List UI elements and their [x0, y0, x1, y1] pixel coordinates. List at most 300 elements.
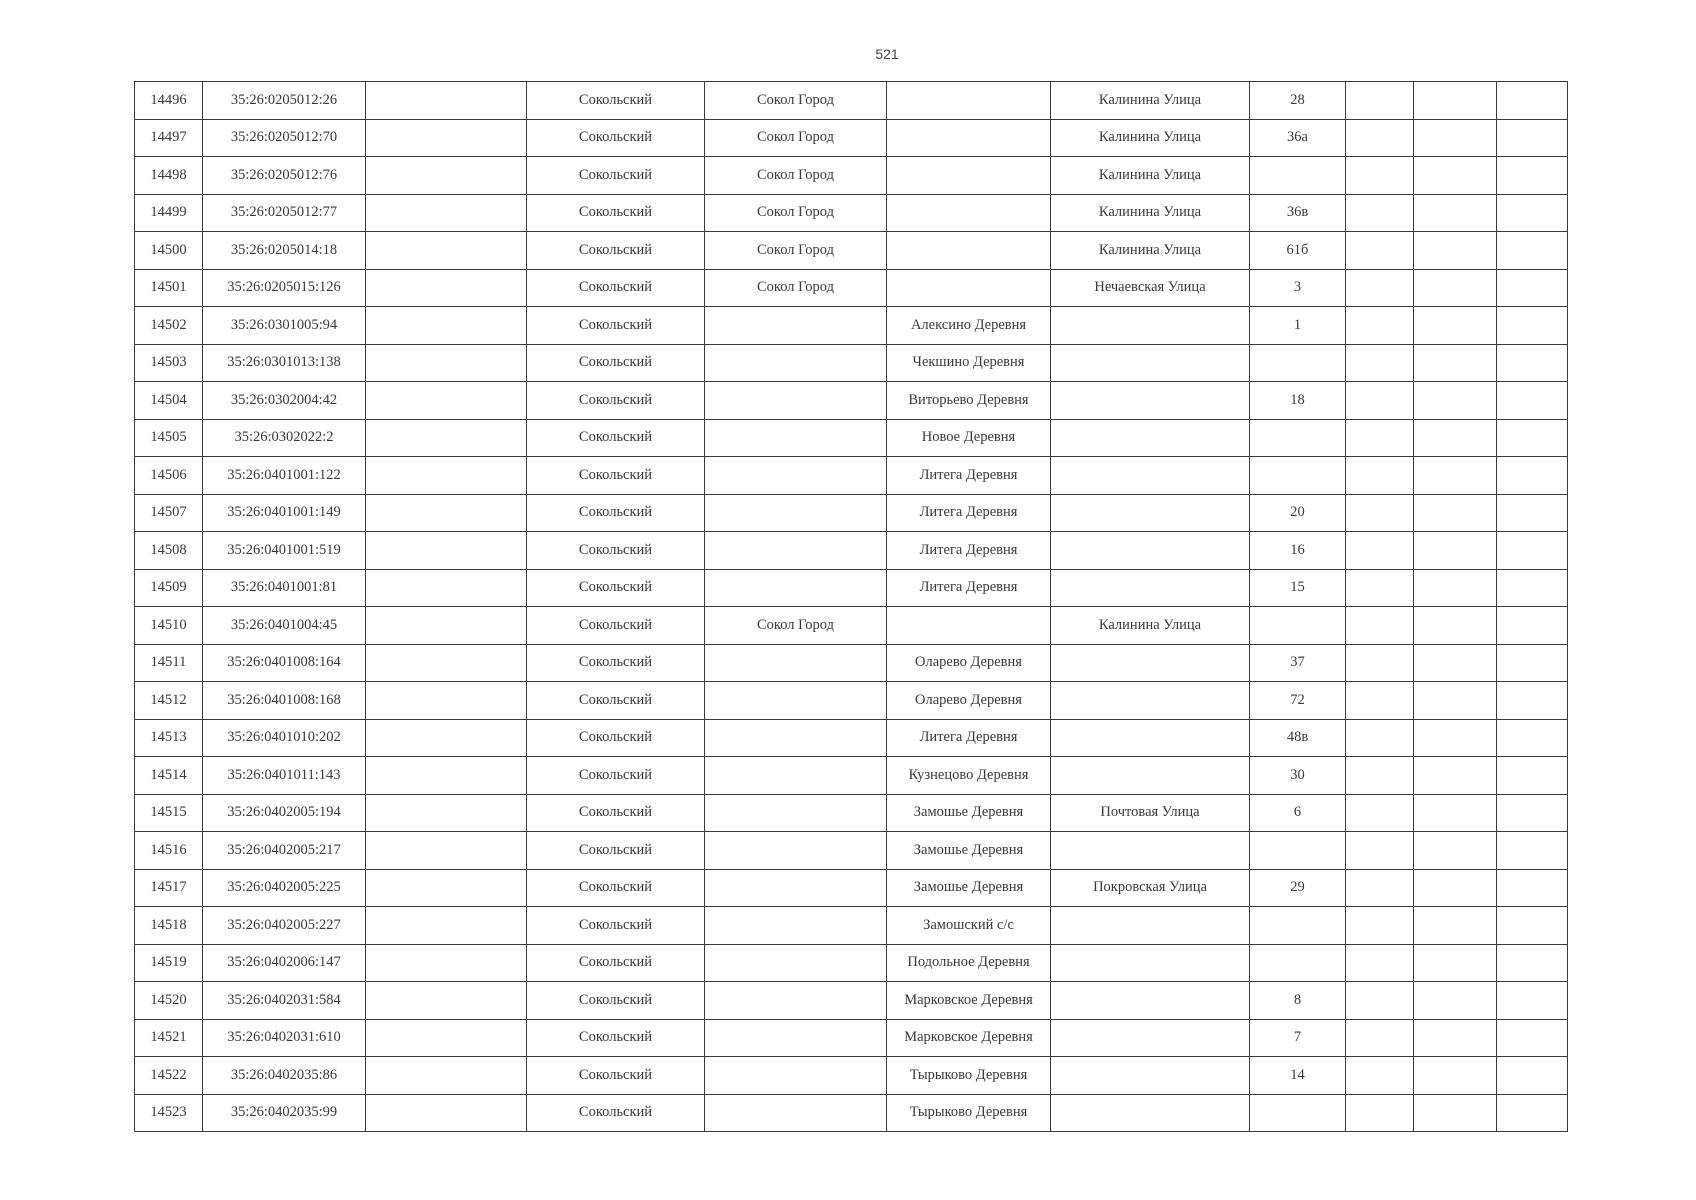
empty-cell — [1346, 907, 1414, 945]
empty-cell — [1414, 457, 1497, 495]
cadastral-number-cell: 35:26:0205012:70 — [203, 119, 366, 157]
empty-cell — [1346, 269, 1414, 307]
empty-cell — [1346, 494, 1414, 532]
empty-cell — [1497, 1094, 1568, 1132]
empty-cell — [366, 944, 527, 982]
empty-cell — [1497, 532, 1568, 570]
street-cell: Почтовая Улица — [1051, 794, 1250, 832]
empty-cell — [1497, 419, 1568, 457]
district-cell: Сокольский — [527, 307, 705, 345]
house-number-cell — [1250, 1094, 1346, 1132]
cadastral-number-cell: 35:26:0402005:217 — [203, 832, 366, 870]
district-cell: Сокольский — [527, 1094, 705, 1132]
table-row — [135, 307, 1568, 345]
row-number-cell: 14516 — [135, 832, 203, 870]
empty-cell — [366, 382, 527, 420]
empty-cell — [1497, 757, 1568, 795]
empty-cell — [366, 869, 527, 907]
locality-cell: Чекшино Деревня — [887, 344, 1051, 382]
row-number-cell: 14509 — [135, 569, 203, 607]
street-cell: Калинина Улица — [1051, 82, 1250, 120]
house-number-cell — [1250, 832, 1346, 870]
locality-cell: Замошье Деревня — [887, 832, 1051, 870]
empty-cell — [366, 457, 527, 495]
district-cell: Сокольский — [527, 82, 705, 120]
table-row — [135, 232, 1568, 270]
table-row — [135, 719, 1568, 757]
row-number-cell: 14500 — [135, 232, 203, 270]
district-cell: Сокольский — [527, 119, 705, 157]
district-cell: Сокольский — [527, 607, 705, 645]
locality-cell: Кузнецово Деревня — [887, 757, 1051, 795]
locality-cell — [887, 194, 1051, 232]
table-row — [135, 1019, 1568, 1057]
empty-cell — [366, 907, 527, 945]
empty-cell — [1497, 82, 1568, 120]
locality-cell: Литега Деревня — [887, 494, 1051, 532]
district-cell: Сокольский — [527, 869, 705, 907]
street-cell — [1051, 944, 1250, 982]
empty-cell — [366, 419, 527, 457]
row-number-cell: 14506 — [135, 457, 203, 495]
city-cell — [705, 682, 887, 720]
district-cell: Сокольский — [527, 794, 705, 832]
house-number-cell: 16 — [1250, 532, 1346, 570]
house-number-cell: 18 — [1250, 382, 1346, 420]
house-number-cell: 29 — [1250, 869, 1346, 907]
cadastral-number-cell: 35:26:0402035:99 — [203, 1094, 366, 1132]
city-cell — [705, 1019, 887, 1057]
empty-cell — [1346, 532, 1414, 570]
cadastral-number-cell: 35:26:0401004:45 — [203, 607, 366, 645]
empty-cell — [1414, 569, 1497, 607]
empty-cell — [1497, 494, 1568, 532]
street-cell — [1051, 982, 1250, 1020]
row-number-cell: 14514 — [135, 757, 203, 795]
empty-cell — [1414, 194, 1497, 232]
empty-cell — [1414, 869, 1497, 907]
empty-cell — [1414, 307, 1497, 345]
empty-cell — [1346, 382, 1414, 420]
empty-cell — [1497, 794, 1568, 832]
empty-cell — [1414, 832, 1497, 870]
city-cell — [705, 382, 887, 420]
empty-cell — [1346, 157, 1414, 195]
house-number-cell: 20 — [1250, 494, 1346, 532]
cadastral-number-cell: 35:26:0401001:81 — [203, 569, 366, 607]
locality-cell: Литега Деревня — [887, 532, 1051, 570]
city-cell — [705, 1094, 887, 1132]
street-cell — [1051, 419, 1250, 457]
city-cell — [705, 719, 887, 757]
empty-cell — [366, 344, 527, 382]
empty-cell — [366, 1019, 527, 1057]
empty-cell — [1414, 532, 1497, 570]
empty-cell — [1346, 719, 1414, 757]
cadastral-number-cell: 35:26:0402031:610 — [203, 1019, 366, 1057]
row-number-cell: 14501 — [135, 269, 203, 307]
locality-cell: Замошье Деревня — [887, 794, 1051, 832]
empty-cell — [1414, 157, 1497, 195]
row-number-cell: 14498 — [135, 157, 203, 195]
street-cell — [1051, 569, 1250, 607]
cadastral-number-cell: 35:26:0401010:202 — [203, 719, 366, 757]
cadastral-number-cell: 35:26:0401001:149 — [203, 494, 366, 532]
house-number-cell: 37 — [1250, 644, 1346, 682]
row-number-cell: 14508 — [135, 532, 203, 570]
empty-cell — [1346, 419, 1414, 457]
empty-cell — [1346, 832, 1414, 870]
table-row — [135, 644, 1568, 682]
table-row — [135, 269, 1568, 307]
table-row — [135, 569, 1568, 607]
empty-cell — [1497, 982, 1568, 1020]
empty-cell — [1346, 1057, 1414, 1095]
empty-cell — [1346, 757, 1414, 795]
table-row — [135, 1094, 1568, 1132]
house-number-cell — [1250, 607, 1346, 645]
district-cell: Сокольский — [527, 419, 705, 457]
district-cell: Сокольский — [527, 982, 705, 1020]
empty-cell — [366, 494, 527, 532]
row-number-cell: 14518 — [135, 907, 203, 945]
district-cell: Сокольский — [527, 494, 705, 532]
empty-cell — [366, 569, 527, 607]
street-cell — [1051, 719, 1250, 757]
house-number-cell: 14 — [1250, 1057, 1346, 1095]
register-table — [134, 81, 1568, 1132]
table-row — [135, 119, 1568, 157]
locality-cell — [887, 607, 1051, 645]
district-cell: Сокольский — [527, 719, 705, 757]
district-cell: Сокольский — [527, 232, 705, 270]
cadastral-number-cell: 35:26:0301005:94 — [203, 307, 366, 345]
locality-cell: Литега Деревня — [887, 569, 1051, 607]
street-cell — [1051, 682, 1250, 720]
empty-cell — [1346, 794, 1414, 832]
empty-cell — [1497, 944, 1568, 982]
empty-cell — [1414, 682, 1497, 720]
row-number-cell: 14505 — [135, 419, 203, 457]
empty-cell — [366, 269, 527, 307]
row-number-cell: 14504 — [135, 382, 203, 420]
empty-cell — [1346, 869, 1414, 907]
table-row — [135, 82, 1568, 120]
empty-cell — [366, 157, 527, 195]
cadastral-number-cell: 35:26:0402031:584 — [203, 982, 366, 1020]
empty-cell — [366, 82, 527, 120]
cadastral-number-cell: 35:26:0205014:18 — [203, 232, 366, 270]
empty-cell — [366, 532, 527, 570]
empty-cell — [366, 719, 527, 757]
register-table-container — [134, 81, 1567, 1132]
empty-cell — [1497, 457, 1568, 495]
district-cell: Сокольский — [527, 382, 705, 420]
row-number-cell: 14513 — [135, 719, 203, 757]
locality-cell — [887, 157, 1051, 195]
district-cell: Сокольский — [527, 344, 705, 382]
street-cell — [1051, 1019, 1250, 1057]
house-number-cell: 3 — [1250, 269, 1346, 307]
empty-cell — [1497, 344, 1568, 382]
street-cell — [1051, 494, 1250, 532]
empty-cell — [1346, 344, 1414, 382]
street-cell: Калинина Улица — [1051, 607, 1250, 645]
empty-cell — [1414, 119, 1497, 157]
house-number-cell: 7 — [1250, 1019, 1346, 1057]
locality-cell: Виторьево Деревня — [887, 382, 1051, 420]
city-cell — [705, 794, 887, 832]
empty-cell — [1414, 269, 1497, 307]
empty-cell — [366, 119, 527, 157]
district-cell: Сокольский — [527, 1057, 705, 1095]
house-number-cell: 1 — [1250, 307, 1346, 345]
house-number-cell: 15 — [1250, 569, 1346, 607]
house-number-cell — [1250, 944, 1346, 982]
house-number-cell — [1250, 907, 1346, 945]
city-cell — [705, 1057, 887, 1095]
city-cell — [705, 907, 887, 945]
locality-cell: Оларево Деревня — [887, 644, 1051, 682]
district-cell: Сокольский — [527, 194, 705, 232]
city-cell — [705, 307, 887, 345]
empty-cell — [366, 1057, 527, 1095]
city-cell — [705, 344, 887, 382]
empty-cell — [1497, 232, 1568, 270]
empty-cell — [1497, 869, 1568, 907]
city-cell: Сокол Город — [705, 82, 887, 120]
empty-cell — [1346, 82, 1414, 120]
empty-cell — [1346, 307, 1414, 345]
empty-cell — [366, 794, 527, 832]
city-cell: Сокол Город — [705, 119, 887, 157]
street-cell — [1051, 832, 1250, 870]
district-cell: Сокольский — [527, 532, 705, 570]
cadastral-number-cell: 35:26:0402006:147 — [203, 944, 366, 982]
locality-cell: Подольное Деревня — [887, 944, 1051, 982]
city-cell — [705, 419, 887, 457]
empty-cell — [1346, 607, 1414, 645]
cadastral-number-cell: 35:26:0402005:227 — [203, 907, 366, 945]
locality-cell: Алексино Деревня — [887, 307, 1051, 345]
street-cell — [1051, 907, 1250, 945]
cadastral-number-cell: 35:26:0205015:126 — [203, 269, 366, 307]
locality-cell: Марковское Деревня — [887, 1019, 1051, 1057]
house-number-cell — [1250, 457, 1346, 495]
row-number-cell: 14507 — [135, 494, 203, 532]
locality-cell: Марковское Деревня — [887, 982, 1051, 1020]
table-row — [135, 382, 1568, 420]
empty-cell — [1414, 607, 1497, 645]
empty-cell — [1497, 382, 1568, 420]
district-cell: Сокольский — [527, 757, 705, 795]
table-row — [135, 757, 1568, 795]
table-row — [135, 157, 1568, 195]
empty-cell — [1497, 157, 1568, 195]
empty-cell — [1346, 944, 1414, 982]
cadastral-number-cell: 35:26:0401008:168 — [203, 682, 366, 720]
row-number-cell: 14497 — [135, 119, 203, 157]
city-cell — [705, 982, 887, 1020]
street-cell — [1051, 382, 1250, 420]
street-cell — [1051, 344, 1250, 382]
empty-cell — [1497, 644, 1568, 682]
street-cell: Нечаевская Улица — [1051, 269, 1250, 307]
row-number-cell: 14517 — [135, 869, 203, 907]
empty-cell — [1497, 1019, 1568, 1057]
empty-cell — [366, 607, 527, 645]
empty-cell — [366, 1094, 527, 1132]
house-number-cell: 30 — [1250, 757, 1346, 795]
row-number-cell: 14510 — [135, 607, 203, 645]
locality-cell — [887, 119, 1051, 157]
district-cell: Сокольский — [527, 944, 705, 982]
street-cell — [1051, 757, 1250, 795]
cadastral-number-cell: 35:26:0205012:26 — [203, 82, 366, 120]
locality-cell — [887, 269, 1051, 307]
empty-cell — [1414, 82, 1497, 120]
city-cell: Сокол Город — [705, 269, 887, 307]
empty-cell — [366, 682, 527, 720]
empty-cell — [1414, 494, 1497, 532]
empty-cell — [1414, 982, 1497, 1020]
house-number-cell: 48в — [1250, 719, 1346, 757]
locality-cell: Тырыково Деревня — [887, 1057, 1051, 1095]
empty-cell — [1414, 419, 1497, 457]
district-cell: Сокольский — [527, 157, 705, 195]
empty-cell — [1346, 644, 1414, 682]
table-row — [135, 869, 1568, 907]
street-cell — [1051, 644, 1250, 682]
empty-cell — [1497, 569, 1568, 607]
empty-cell — [366, 194, 527, 232]
empty-cell — [366, 982, 527, 1020]
city-cell — [705, 944, 887, 982]
empty-cell — [366, 307, 527, 345]
district-cell: Сокольский — [527, 644, 705, 682]
empty-cell — [1346, 982, 1414, 1020]
table-row — [135, 457, 1568, 495]
row-number-cell: 14519 — [135, 944, 203, 982]
table-row — [135, 194, 1568, 232]
empty-cell — [366, 644, 527, 682]
row-number-cell: 14512 — [135, 682, 203, 720]
city-cell — [705, 644, 887, 682]
empty-cell — [1414, 794, 1497, 832]
empty-cell — [1346, 682, 1414, 720]
row-number-cell: 14496 — [135, 82, 203, 120]
house-number-cell: 28 — [1250, 82, 1346, 120]
city-cell: Сокол Город — [705, 232, 887, 270]
street-cell — [1051, 1094, 1250, 1132]
empty-cell — [1497, 682, 1568, 720]
cadastral-number-cell: 35:26:0401008:164 — [203, 644, 366, 682]
cadastral-number-cell: 35:26:0401001:519 — [203, 532, 366, 570]
street-cell: Калинина Улица — [1051, 194, 1250, 232]
district-cell: Сокольский — [527, 569, 705, 607]
house-number-cell: 6 — [1250, 794, 1346, 832]
street-cell — [1051, 457, 1250, 495]
house-number-cell: 61б — [1250, 232, 1346, 270]
table-row — [135, 532, 1568, 570]
row-number-cell: 14511 — [135, 644, 203, 682]
district-cell: Сокольский — [527, 269, 705, 307]
empty-cell — [1414, 382, 1497, 420]
row-number-cell: 14522 — [135, 1057, 203, 1095]
empty-cell — [1346, 1094, 1414, 1132]
empty-cell — [1497, 194, 1568, 232]
table-row — [135, 1057, 1568, 1095]
street-cell — [1051, 532, 1250, 570]
street-cell: Калинина Улица — [1051, 119, 1250, 157]
street-cell: Покровская Улица — [1051, 869, 1250, 907]
empty-cell — [1346, 457, 1414, 495]
empty-cell — [1414, 1019, 1497, 1057]
street-cell — [1051, 307, 1250, 345]
empty-cell — [366, 832, 527, 870]
row-number-cell: 14499 — [135, 194, 203, 232]
city-cell — [705, 832, 887, 870]
city-cell — [705, 457, 887, 495]
empty-cell — [1497, 1057, 1568, 1095]
street-cell: Калинина Улица — [1051, 157, 1250, 195]
cadastral-number-cell: 35:26:0205012:76 — [203, 157, 366, 195]
district-cell: Сокольский — [527, 457, 705, 495]
house-number-cell: 8 — [1250, 982, 1346, 1020]
empty-cell — [1497, 607, 1568, 645]
locality-cell: Тырыково Деревня — [887, 1094, 1051, 1132]
empty-cell — [1346, 232, 1414, 270]
city-cell: Сокол Город — [705, 157, 887, 195]
street-cell: Калинина Улица — [1051, 232, 1250, 270]
house-number-cell — [1250, 157, 1346, 195]
locality-cell: Литега Деревня — [887, 457, 1051, 495]
locality-cell: Оларево Деревня — [887, 682, 1051, 720]
house-number-cell: 72 — [1250, 682, 1346, 720]
table-row — [135, 944, 1568, 982]
locality-cell: Литега Деревня — [887, 719, 1051, 757]
city-cell — [705, 494, 887, 532]
street-cell — [1051, 1057, 1250, 1095]
city-cell — [705, 757, 887, 795]
district-cell: Сокольский — [527, 682, 705, 720]
empty-cell — [1414, 944, 1497, 982]
row-number-cell: 14521 — [135, 1019, 203, 1057]
empty-cell — [1414, 1057, 1497, 1095]
cadastral-number-cell: 35:26:0402005:225 — [203, 869, 366, 907]
house-number-cell: 36а — [1250, 119, 1346, 157]
house-number-cell: 36в — [1250, 194, 1346, 232]
empty-cell — [366, 757, 527, 795]
table-body — [135, 82, 1568, 1132]
table-row — [135, 794, 1568, 832]
cadastral-number-cell: 35:26:0402005:194 — [203, 794, 366, 832]
empty-cell — [1414, 1094, 1497, 1132]
table-row — [135, 494, 1568, 532]
cadastral-number-cell: 35:26:0301013:138 — [203, 344, 366, 382]
city-cell — [705, 532, 887, 570]
table-row — [135, 682, 1568, 720]
cadastral-number-cell: 35:26:0302022:2 — [203, 419, 366, 457]
table-row — [135, 344, 1568, 382]
empty-cell — [1414, 907, 1497, 945]
page-number: 521 — [875, 46, 899, 62]
empty-cell — [1346, 569, 1414, 607]
empty-cell — [1497, 907, 1568, 945]
house-number-cell — [1250, 344, 1346, 382]
row-number-cell: 14503 — [135, 344, 203, 382]
cadastral-number-cell: 35:26:0402035:86 — [203, 1057, 366, 1095]
